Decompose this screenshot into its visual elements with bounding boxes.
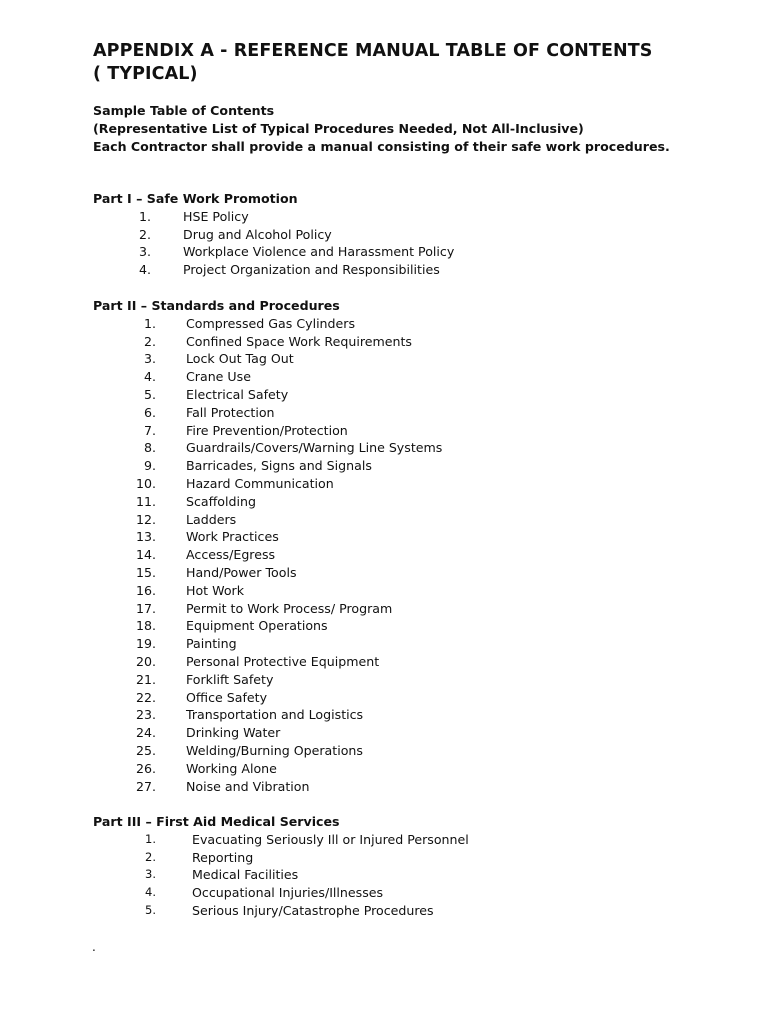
part-1-section [93,190,455,279]
list-item [93,404,340,422]
item-number: 5. [143,386,156,402]
item-number: 2. [143,333,156,349]
list-item [93,706,364,724]
item-number: 27. [135,778,156,794]
item-label: Lock Out Tag Out [186,351,294,367]
item-label: Project Organization and Responsibilities [183,262,440,278]
item-label: Serious Injury/Catastrophe Procedures [192,902,434,918]
list-item [93,902,434,920]
item-number: 4. [143,369,156,385]
item-label: Hand/Power Tools [186,564,297,580]
item-label: HSE Policy [183,208,249,224]
item-label: Scaffolding [186,493,256,509]
list-item [93,243,455,261]
list-item [93,831,469,849]
item-number: 21. [135,671,156,687]
intro-line-1: Sample Table of Contents [93,103,275,118]
item-number: 6. [143,404,156,420]
item-label: Work Practices [186,529,279,545]
item-label: Ladders [186,511,237,527]
item-label: Compressed Gas Cylinders [186,315,356,331]
item-label: Guardrails/Covers/Warning Line Systems [186,440,443,456]
item-number: 7. [143,422,156,438]
item-number: 2. [138,226,151,242]
list-item [93,511,340,529]
item-number: 14. [135,547,156,563]
item-number: 2. [145,849,156,864]
list-item [93,333,412,351]
item-number: 22. [135,689,156,705]
item-label: Electrical Safety [186,386,289,402]
part-1-list [93,208,455,279]
item-label: Painting [186,636,237,652]
item-label: Crane Use [186,369,251,385]
list-item [93,635,340,653]
list-item [93,422,348,440]
list-item [93,493,340,511]
item-number: 24. [135,725,156,741]
footer-mark: . [92,940,96,954]
item-label: Office Safety [186,689,268,705]
item-number: 1. [143,315,156,331]
list-item [93,315,356,333]
item-number: 20. [135,653,156,669]
item-label: Personal Protective Equipment [186,653,380,669]
list-item [93,226,332,244]
item-number: 25. [135,742,156,758]
item-label: Hot Work [186,582,245,598]
item-label: Noise and Vibration [186,778,310,794]
item-label: Fire Prevention/Protection [186,422,348,438]
list-item [93,760,340,778]
item-number: 17. [135,600,156,616]
item-number: 18. [135,618,156,634]
item-number: 1. [138,208,151,224]
item-number: 11. [135,493,156,509]
item-number: 10. [135,475,156,491]
list-item [93,582,340,600]
part-heading: Part III – First Aid Medical Services [93,814,340,829]
list-item [93,689,340,707]
list-item [93,475,340,493]
list-item [93,617,340,635]
list-item [93,261,440,279]
list-item [93,742,363,760]
item-number: 15. [135,564,156,580]
item-label: Forklift Safety [186,671,274,687]
item-label: Occupational Injuries/Illnesses [192,885,384,901]
item-number: 3. [145,867,156,882]
item-label: Drug and Alcohol Policy [183,226,332,242]
part-2-section [93,297,443,795]
item-label: Permit to Work Process/ Program [186,600,393,616]
item-label: Confined Space Work Requirements [186,333,412,349]
part-3-section [93,813,469,920]
item-label: Transportation and Logistics [186,707,364,723]
list-item [93,457,372,475]
list-item [93,866,340,884]
list-item [93,849,340,867]
item-number: 16. [135,582,156,598]
part-heading: Part II – Standards and Procedures [93,298,340,313]
item-number: 12. [135,511,156,527]
item-label: Barricades, Signs and Signals [186,458,372,474]
list-item [93,439,443,457]
page-title: APPENDIX A - REFERENCE MANUAL TABLE OF CONTENTS ( TYPICAL) [93,41,653,84]
list-item [93,386,340,404]
item-label: Workplace Violence and Harassment Policy [183,244,455,260]
part-heading: Part I – Safe Work Promotion [93,191,298,206]
intro-line-2: (Representative List of Typical Procedures Needed, Not All-Inclusive) [93,121,584,136]
list-item [93,653,380,671]
list-item [93,528,340,546]
intro-line-3: Each Contractor shall provide a manual consisting of their safe work procedures. [93,139,670,154]
list-item [93,368,340,386]
list-item [93,724,340,742]
part-3-list [93,831,469,920]
item-label: Fall Protection [186,404,275,420]
list-item [93,884,384,902]
item-number: 9. [143,458,156,474]
item-label: Medical Facilities [192,867,299,883]
item-label: Reporting [192,849,254,865]
item-number: 13. [135,529,156,545]
item-number: 26. [135,760,156,776]
item-label: Working Alone [186,760,277,776]
item-label: Equipment Operations [186,618,328,634]
item-number: 3. [138,244,151,260]
list-item [93,671,340,689]
item-number: 5. [145,902,156,917]
item-number: 4. [145,885,156,900]
item-number: 3. [143,351,156,367]
item-number: 23. [135,707,156,723]
list-item [93,546,340,564]
item-label: Evacuating Seriously Ill or Injured Personnel [192,831,469,847]
list-item [93,564,340,582]
intro-block [93,102,670,156]
item-number: 4. [138,262,151,278]
part-2-list [93,315,443,796]
item-label: Access/Egress [186,547,276,563]
list-item [93,350,340,368]
item-label: Drinking Water [186,725,281,741]
item-number: 1. [145,831,156,846]
item-number: 19. [135,636,156,652]
list-item [93,600,393,618]
item-number: 8. [143,440,156,456]
list-item [93,778,340,796]
item-label: Hazard Communication [186,475,334,491]
list-item [93,208,298,226]
item-label: Welding/Burning Operations [186,742,363,758]
